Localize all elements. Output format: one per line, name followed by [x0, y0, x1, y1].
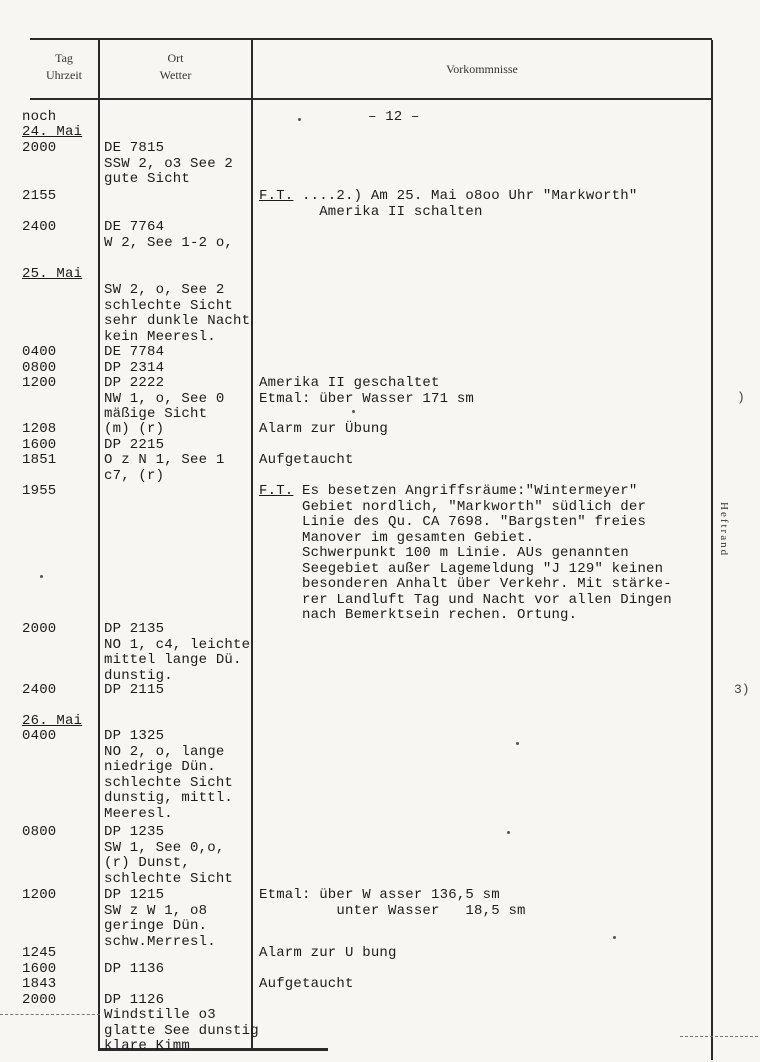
header-vorkommnisse	[253, 61, 711, 78]
tag-time: 2155	[22, 188, 57, 204]
ort-wetter-entry: DP 1235 SW 1, See 0,o, (r) Dunst, schlechte Sicht	[104, 824, 234, 887]
vorkommnis-entry: Amerika II geschaltet Etmal: über Wasser 171 sm	[259, 375, 475, 407]
ort-wetter-entry: DP 2115	[104, 682, 165, 698]
tag-time: 0800	[22, 824, 57, 840]
tag-time: 1200	[22, 887, 57, 903]
tag-time: 0400 0800 1200	[22, 344, 57, 391]
vorkommnis-text: Es besetzen Angriffsräume:"Wintermeyer" Gebiet nordlich, "Markworth" südlich der Linie des Qu. CA 7698. "Bargsten" freies Manover im gesamten Gebiet. Schwerpunkt 100 m Linie. AUs genannten Seegebiet außer Lagemeldung "J 129" keinen besonderen Anhalt über Verkehr. Mit stärke- rer Landluft Tag und Nacht vor allen Dingen nach Bemerktsein rechen. Ortung.	[302, 483, 672, 623]
tag-time: 1208 1600 1851	[22, 421, 57, 468]
tag-time: 1245 1600 1843 2000	[22, 945, 57, 1008]
ort-wetter-entry: DP 1136 DP 1126 Windstille o3 glatte See dunstig klare Kimm	[104, 960, 259, 1054]
vorkommnis-entry: Alarm zur U bung Aufgetaucht	[259, 945, 397, 992]
scan-speck	[352, 410, 355, 413]
scan-dashes	[680, 1036, 758, 1038]
ort-wetter-entry: DE 7815 SSW 2, o3 See 2 gute Sicht	[104, 140, 234, 187]
scan-speck	[40, 575, 43, 578]
tag-date-25-mai: 25. Mai	[22, 266, 83, 282]
scan-speck	[507, 831, 510, 834]
header-ort: Ort	[167, 51, 184, 65]
ort-wetter-entry: DE 7764 W 2, See 1-2 o,	[104, 219, 234, 251]
ort-wetter-entry: DE 7784 DP 2314 DP 2222 NW 1, o, See 0 mäßige Sicht	[104, 344, 225, 422]
tag-date-24-mai: 24. Mai	[22, 124, 83, 140]
header-wetter: Wetter	[159, 68, 192, 82]
margin-mark: 3)	[734, 682, 750, 697]
scan-dashes	[0, 1014, 100, 1016]
ft-label: F.T.	[259, 483, 294, 499]
column-divider-1	[98, 40, 100, 1050]
vorkommnis-entry	[259, 189, 637, 220]
header-rule	[30, 98, 712, 100]
right-border	[711, 40, 713, 1060]
header-tag-uhrzeit	[30, 50, 98, 84]
scan-speck	[516, 742, 519, 745]
top-rule	[30, 38, 712, 40]
header-uhrzeit: Uhrzeit	[46, 68, 82, 82]
tag-noch: noch	[22, 109, 57, 125]
vorkommnis-entry: Alarm zur Übung Aufgetaucht	[259, 421, 389, 468]
margin-mark: )	[737, 390, 745, 405]
tag-time: 0400	[22, 728, 57, 744]
tag-date-26-mai: 26. Mai	[22, 713, 83, 729]
ort-wetter-entry: DP 1325 NO 2, o, lange niedrige Dün. schlechte Sicht dunstig, mittl. Meeresl.	[104, 728, 234, 822]
ft-label: F.T.	[259, 188, 294, 204]
vorkommnis-text: ....2.) Am 25. Mai o8oo Uhr "Markworth" Amerika II schalten	[302, 188, 638, 220]
tag-time: 2000	[22, 621, 57, 637]
page-number: – 12 –	[368, 109, 420, 125]
header-ort-wetter	[100, 50, 251, 84]
tag-time: 2400	[22, 682, 57, 698]
ort-wetter-entry: SW 2, o, See 2 schlechte Sicht sehr dunkle Nacht kein Meeresl.	[104, 282, 251, 345]
scan-speck	[298, 118, 301, 121]
header-tag: Tag	[55, 51, 73, 65]
tag-time: 2400	[22, 219, 57, 235]
vorkommnis-entry	[259, 484, 672, 624]
vorkommnis-entry: Etmal: über W asser 136,5 sm unter Wasser 18,5 sm	[259, 887, 526, 919]
ort-wetter-entry: (m) (r) DP 2215 O z N 1, See 1 c7, (r)	[104, 421, 225, 484]
tag-time: 2000	[22, 140, 57, 156]
tag-time: 1955	[22, 483, 57, 499]
column-divider-2	[251, 40, 253, 1050]
header-vorkommnisse-label: Vorkommnisse	[446, 62, 518, 76]
scan-speck	[613, 936, 616, 939]
ort-wetter-entry: DP 2135 NO 1, c4, leichte mittel lange Dü. dunstig.	[104, 621, 251, 684]
ort-wetter-entry: DP 1215 SW z W 1, o8 geringe Dün. schw.Merresl.	[104, 887, 216, 950]
heftrand-note: Heftrand	[718, 502, 730, 558]
